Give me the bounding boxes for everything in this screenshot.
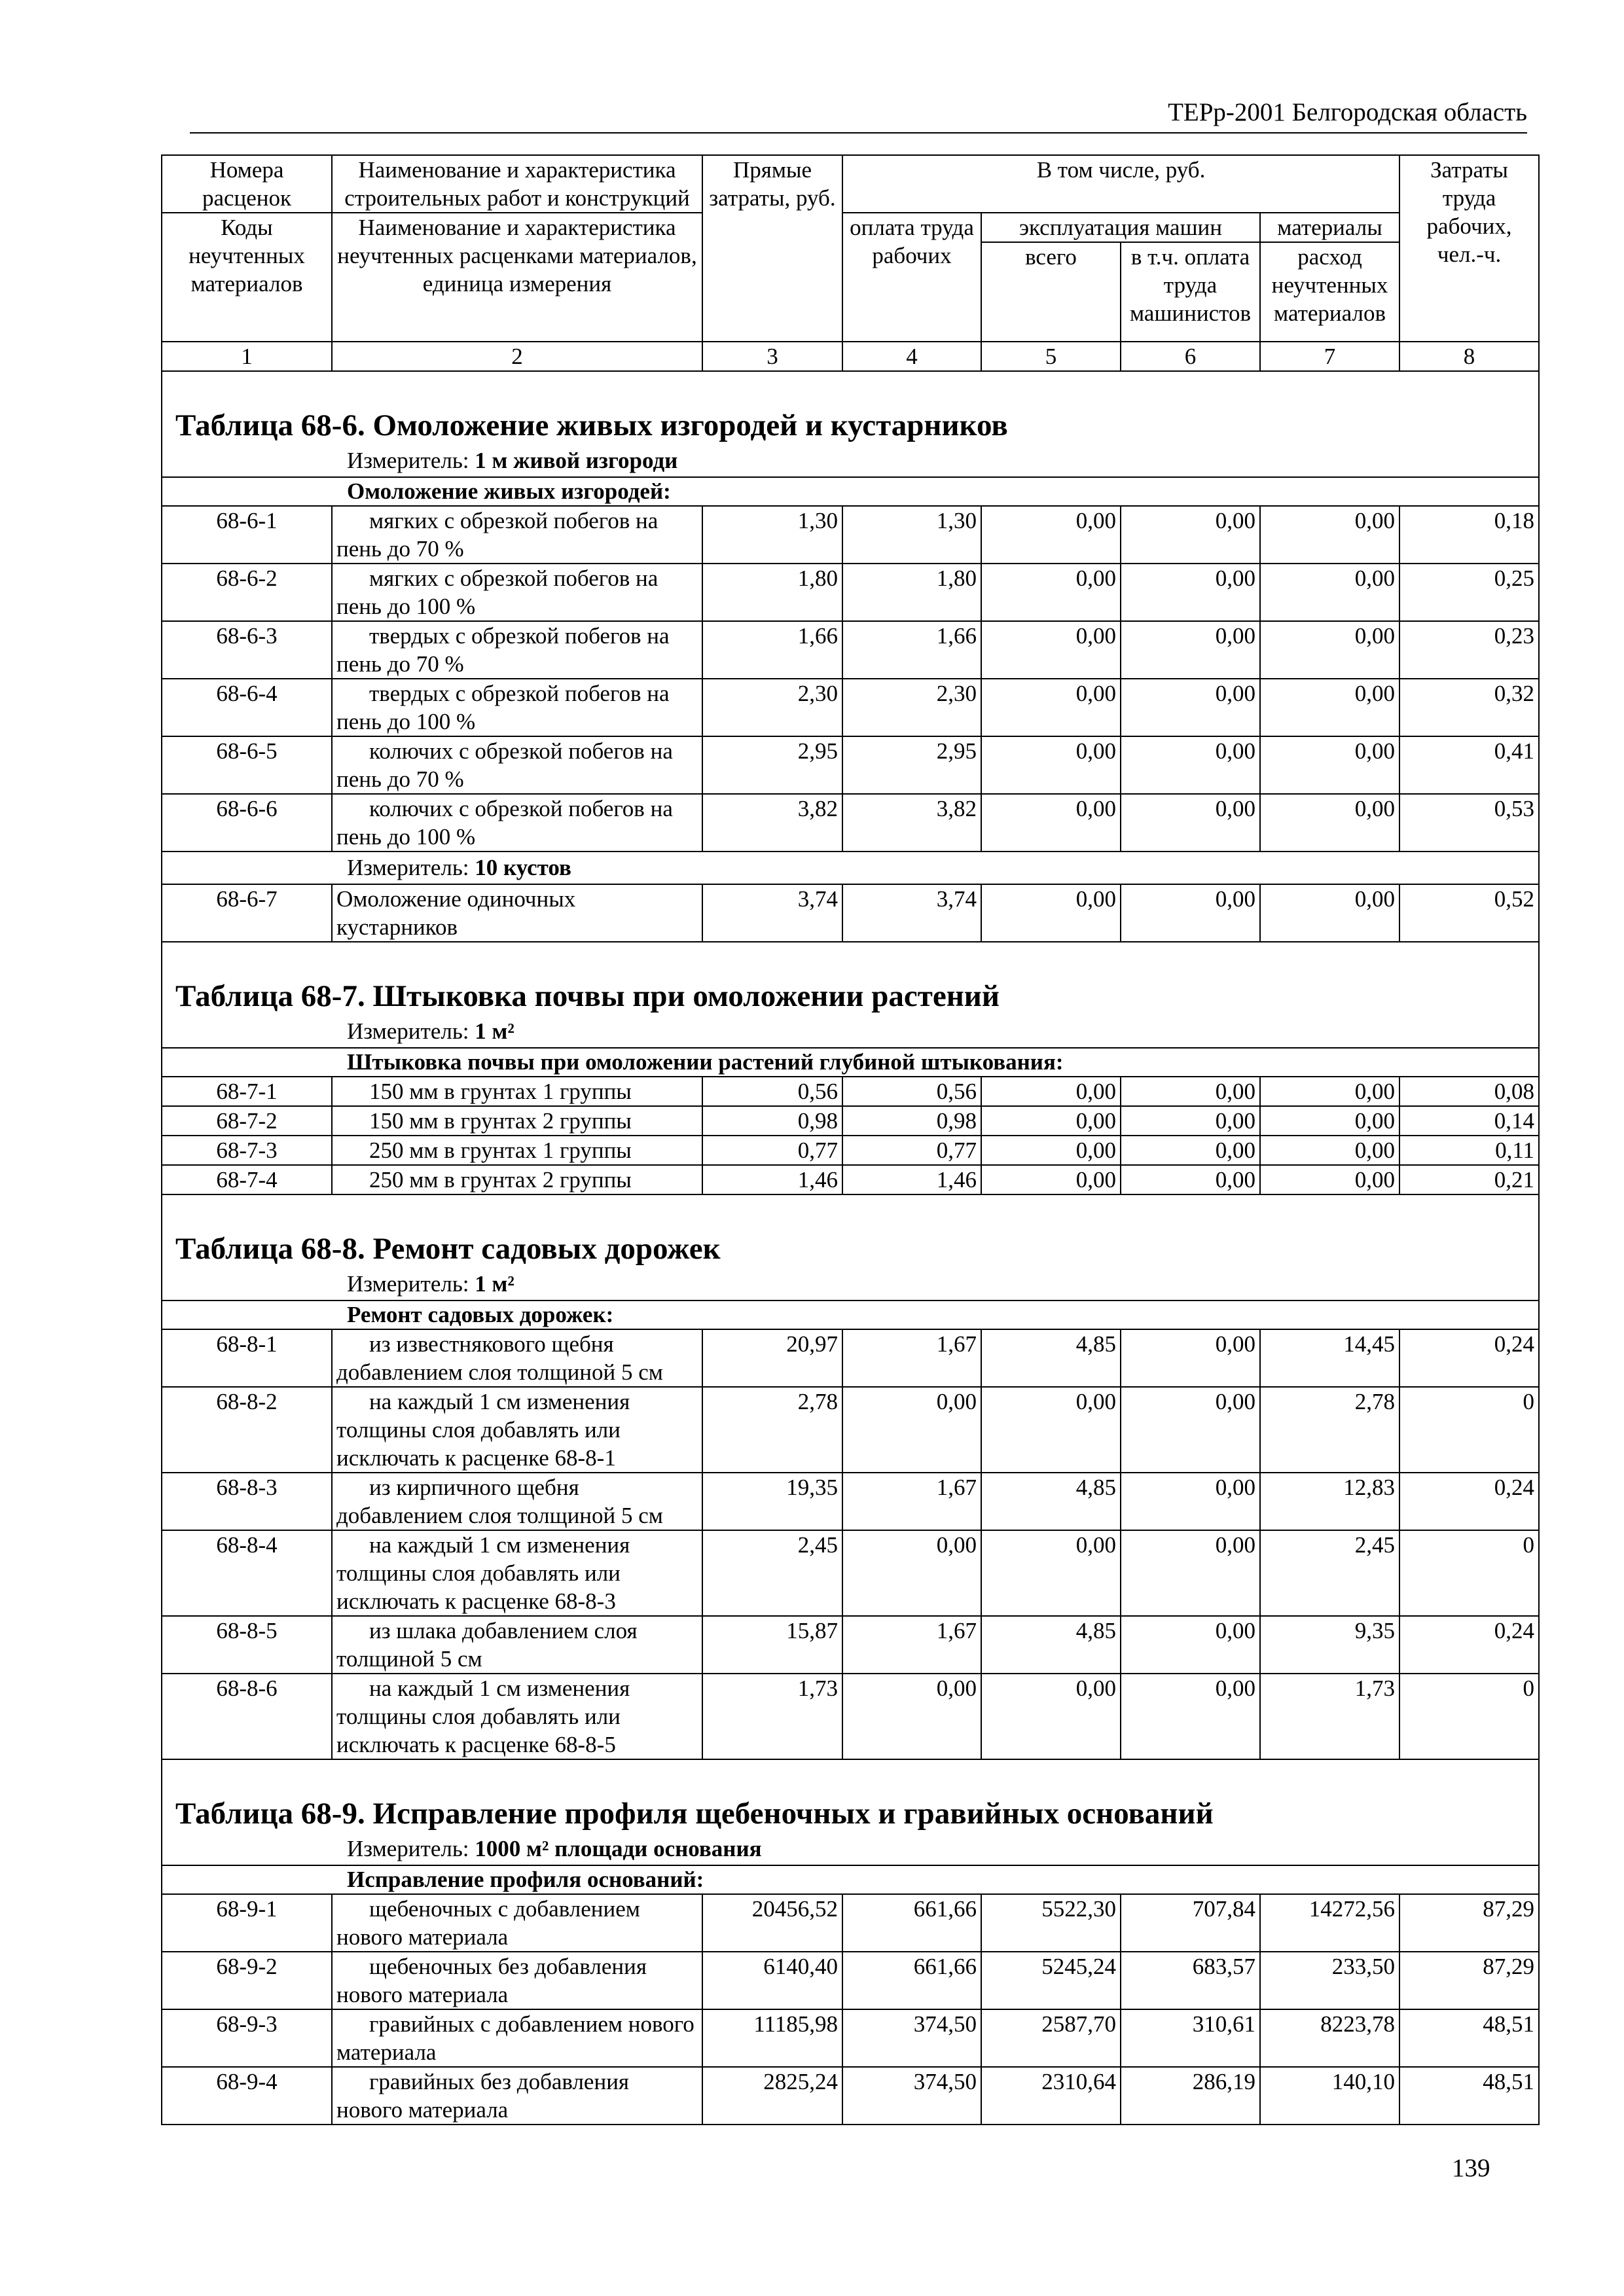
rate-value: 14272,56: [1260, 1894, 1399, 1952]
rate-value: 0,00: [1121, 679, 1260, 736]
section-title: Исправление профиля оснований:: [162, 1865, 1539, 1894]
table-row: [162, 1616, 1539, 1674]
rate-description-cell: [332, 1473, 702, 1530]
measure-value: 1000 м² площади основания: [475, 1836, 762, 1861]
page-header-title: ТЕРр-2001 Белгородская область: [1168, 98, 1527, 126]
rate-value: 0,00: [1121, 1674, 1260, 1759]
rate-value: 0,00: [1121, 1530, 1260, 1616]
table-row: [162, 884, 1539, 942]
header-col5: всего: [981, 242, 1121, 342]
table-title-cell: [162, 1194, 1539, 1268]
rate-value: 0,00: [981, 1674, 1121, 1759]
rate-value: 0,56: [702, 1077, 842, 1106]
table-row: [162, 1165, 1539, 1194]
rate-description-cell: [332, 1616, 702, 1674]
rate-value: 1,73: [702, 1674, 842, 1759]
table-row: [162, 1329, 1539, 1387]
rate-value: 0,00: [1121, 1165, 1260, 1194]
table-title-row: [162, 1194, 1539, 1268]
rate-value: 0,00: [981, 1106, 1121, 1136]
table-row: [162, 736, 1539, 794]
measure-cell: [162, 1833, 1539, 1865]
rate-value: 0,00: [981, 564, 1121, 621]
rate-description: 150 мм в грунтах 2 группы: [369, 1108, 632, 1134]
rate-value: 4,85: [981, 1473, 1121, 1530]
measure-label: Измеритель:: [347, 1018, 469, 1044]
table-title: Таблица 68-7. Штыковка почвы при омоложении растений: [175, 979, 1000, 1013]
rate-value: 5522,30: [981, 1894, 1121, 1952]
table-title-cell: [162, 942, 1539, 1016]
rate-code: 68-8-6: [162, 1674, 332, 1759]
table-row: [162, 1894, 1539, 1952]
measure-row: [162, 1268, 1539, 1300]
measure-label: Измеритель:: [347, 448, 469, 473]
rate-description: гравийных с добавлением нового материала: [336, 2011, 695, 2065]
rate-value: 1,80: [842, 564, 981, 621]
rate-description-cell: [332, 2067, 702, 2125]
rate-value: 0: [1399, 1674, 1539, 1759]
rate-value: 0,00: [981, 621, 1121, 679]
rate-value: 12,83: [1260, 1473, 1399, 1530]
rate-value: 1,46: [842, 1165, 981, 1194]
rate-value: 0,98: [842, 1106, 981, 1136]
rate-value: 20,97: [702, 1329, 842, 1387]
rate-code: 68-6-4: [162, 679, 332, 736]
table-title-row: [162, 942, 1539, 1016]
rate-value: 0,00: [981, 1387, 1121, 1473]
rate-description: гравийных без добавления нового материала: [336, 2069, 630, 2123]
rate-value: 0,00: [1121, 1329, 1260, 1387]
rate-value: 0,53: [1399, 794, 1539, 852]
rate-value: 310,61: [1121, 2009, 1260, 2067]
rate-value: 0,00: [1121, 736, 1260, 794]
rate-value: 2,30: [702, 679, 842, 736]
rate-description-cell: [332, 1952, 702, 2009]
rate-value: 0,00: [1260, 736, 1399, 794]
rate-description: щебеночных с добавлением нового материала: [336, 1896, 640, 1950]
rate-value: 0,24: [1399, 1473, 1539, 1530]
rate-value: 0,52: [1399, 884, 1539, 942]
rate-value: 0,24: [1399, 1616, 1539, 1674]
measure-value: 1 м живой изгороди: [475, 448, 678, 473]
rate-value: 1,30: [702, 506, 842, 564]
rate-description: 250 мм в грунтах 2 группы: [369, 1167, 632, 1193]
rate-value: 0,00: [981, 1077, 1121, 1106]
rate-value: 0,00: [1260, 1106, 1399, 1136]
rate-description: из шлака добавлением слоя толщиной 5 см: [336, 1618, 638, 1672]
rate-value: 0,25: [1399, 564, 1539, 621]
rate-description-cell: [332, 736, 702, 794]
rate-code: 68-9-4: [162, 2067, 332, 2125]
header-col2-top: Наименование и характеристика строительных работ и конструкций: [332, 155, 702, 213]
header-incl: В том числе, руб.: [842, 155, 1399, 213]
rate-value: 0,21: [1399, 1165, 1539, 1194]
rate-value: 0,24: [1399, 1329, 1539, 1387]
rate-value: 11185,98: [702, 2009, 842, 2067]
rate-code: 68-7-1: [162, 1077, 332, 1106]
measure-value: 1 м²: [475, 1271, 514, 1297]
page-number: 139: [1452, 2154, 1490, 2182]
rate-value: 0,00: [981, 1530, 1121, 1616]
rate-value: 0,00: [981, 1165, 1121, 1194]
rate-value: 20456,52: [702, 1894, 842, 1952]
measure-cell: [162, 445, 1539, 477]
column-number: 2: [332, 342, 702, 371]
rate-value: 1,30: [842, 506, 981, 564]
table-row: [162, 506, 1539, 564]
rate-code: 68-7-2: [162, 1106, 332, 1136]
rate-description: на каждый 1 см изменения толщины слоя добавлять или исключать к расценке 68-8-5: [336, 1676, 630, 1757]
header-col7: расход неучтенных материалов: [1260, 242, 1399, 342]
rate-value: 3,74: [702, 884, 842, 942]
rate-value: 48,51: [1399, 2009, 1539, 2067]
table-row: [162, 679, 1539, 736]
rate-value: 2,95: [702, 736, 842, 794]
rate-value: 0,00: [1260, 1136, 1399, 1165]
header-row-1: [162, 155, 1539, 213]
measure-label: Измеритель:: [347, 1836, 469, 1861]
rate-code: 68-7-4: [162, 1165, 332, 1194]
rate-code: 68-6-2: [162, 564, 332, 621]
rate-value: 14,45: [1260, 1329, 1399, 1387]
rate-value: 0,00: [1121, 1136, 1260, 1165]
rate-value: 0,00: [981, 506, 1121, 564]
rate-value: 4,85: [981, 1616, 1121, 1674]
rate-value: 2825,24: [702, 2067, 842, 2125]
page-header: [190, 92, 1527, 134]
rate-value: 661,66: [842, 1952, 981, 2009]
rate-value: 3,82: [702, 794, 842, 852]
rate-description: 250 мм в грунтах 1 группы: [369, 1138, 632, 1163]
table-title-row: [162, 371, 1539, 445]
rate-value: 2,45: [1260, 1530, 1399, 1616]
table-row: [162, 1530, 1539, 1616]
rate-value: 0,00: [842, 1530, 981, 1616]
table-row: [162, 564, 1539, 621]
rate-value: 0,00: [1121, 884, 1260, 942]
rate-value: 0,00: [981, 884, 1121, 942]
measure-cell: [162, 852, 1539, 884]
rate-description: на каждый 1 см изменения толщины слоя добавлять или исключать к расценке 68-8-3: [336, 1532, 630, 1614]
measure-value: 1 м²: [475, 1018, 514, 1044]
rate-description-cell: [332, 1674, 702, 1759]
rate-value: 0,00: [1260, 621, 1399, 679]
rate-code: 68-8-2: [162, 1387, 332, 1473]
rate-value: 2,30: [842, 679, 981, 736]
rate-description-cell: [332, 1894, 702, 1952]
rate-code: 68-9-2: [162, 1952, 332, 2009]
rate-value: 0,00: [1260, 506, 1399, 564]
rate-value: 6140,40: [702, 1952, 842, 2009]
rate-value: 0,77: [842, 1136, 981, 1165]
column-number: 1: [162, 342, 332, 371]
table-title: Таблица 68-6. Омоложение живых изгородей и кустарников: [175, 408, 1008, 442]
rate-code: 68-6-6: [162, 794, 332, 852]
rate-description: из кирпичного щебня добавлением слоя толщиной 5 см: [336, 1475, 663, 1528]
rate-value: 3,74: [842, 884, 981, 942]
rate-value: 0,00: [1121, 506, 1260, 564]
table-title-cell: [162, 1759, 1539, 1833]
rate-value: 0,00: [1260, 1077, 1399, 1106]
rate-value: 0,32: [1399, 679, 1539, 736]
rate-value: 1,66: [842, 621, 981, 679]
rate-value: 374,50: [842, 2067, 981, 2125]
rate-value: 0,56: [842, 1077, 981, 1106]
rate-value: 0,41: [1399, 736, 1539, 794]
rate-value: 1,67: [842, 1473, 981, 1530]
rate-description-cell: [332, 794, 702, 852]
table-title: Таблица 68-9. Исправление профиля щебеночных и гравийных оснований: [175, 1797, 1214, 1831]
rate-value: 0,00: [981, 736, 1121, 794]
rate-value: 707,84: [1121, 1894, 1260, 1952]
rate-description-cell: [332, 1530, 702, 1616]
rate-value: 2,95: [842, 736, 981, 794]
rate-description-cell: [332, 1165, 702, 1194]
table-row: [162, 1387, 1539, 1473]
rate-description: Омоложение одиночных кустарников: [336, 886, 576, 940]
rate-value: 2,78: [702, 1387, 842, 1473]
rate-value: 0,00: [1121, 1106, 1260, 1136]
rate-description-cell: [332, 506, 702, 564]
rate-value: 1,46: [702, 1165, 842, 1194]
rate-description-cell: [332, 2009, 702, 2067]
header-col1-bottom: Коды неучтенных материалов: [162, 213, 332, 342]
table-row: [162, 1136, 1539, 1165]
rate-value: 0,11: [1399, 1136, 1539, 1165]
column-number: 6: [1121, 342, 1260, 371]
column-number: 4: [842, 342, 981, 371]
header-machines: эксплуатация машин: [981, 213, 1260, 242]
rate-description: мягких с обрезкой побегов на пень до 100 %: [336, 565, 659, 619]
rate-value: 0,00: [1121, 794, 1260, 852]
section-title-row: [162, 1300, 1539, 1329]
measure-row: [162, 852, 1539, 884]
rate-value: 0,00: [1121, 1473, 1260, 1530]
rate-value: 48,51: [1399, 2067, 1539, 2125]
rate-value: 0,00: [1121, 1077, 1260, 1106]
rate-value: 0,00: [1260, 794, 1399, 852]
header-row-2: [162, 213, 1539, 242]
rate-code: 68-6-3: [162, 621, 332, 679]
rate-value: 0,00: [1260, 564, 1399, 621]
section-title-row: [162, 1865, 1539, 1894]
rate-value: 0,18: [1399, 506, 1539, 564]
table-row: [162, 1106, 1539, 1136]
rate-value: 19,35: [702, 1473, 842, 1530]
measure-label: Измеритель:: [347, 1271, 469, 1297]
header-col1-top: Номера расценок: [162, 155, 332, 213]
table-title-cell: [162, 371, 1539, 445]
rate-description-cell: [332, 1136, 702, 1165]
rate-value: 3,82: [842, 794, 981, 852]
section-title-row: [162, 477, 1539, 506]
rate-description-cell: [332, 1387, 702, 1473]
measure-row: [162, 1833, 1539, 1865]
rate-value: 5245,24: [981, 1952, 1121, 2009]
table-title-row: [162, 1759, 1539, 1833]
rate-value: 1,67: [842, 1329, 981, 1387]
rate-value: 374,50: [842, 2009, 981, 2067]
section-title-row: [162, 1048, 1539, 1077]
rate-value: 0,00: [842, 1674, 981, 1759]
table-row: [162, 2067, 1539, 2125]
table-title: Таблица 68-8. Ремонт садовых дорожек: [175, 1232, 721, 1266]
rate-value: 87,29: [1399, 1894, 1539, 1952]
rate-value: 0,77: [702, 1136, 842, 1165]
rate-value: 683,57: [1121, 1952, 1260, 2009]
measure-value: 10 кустов: [475, 855, 571, 880]
rates-table: [161, 154, 1540, 2125]
rate-description-cell: [332, 621, 702, 679]
rate-description: из известнякового щебня добавлением слоя толщиной 5 см: [336, 1331, 663, 1385]
rate-description: на каждый 1 см изменения толщины слоя добавлять или исключать к расценке 68-8-1: [336, 1389, 630, 1471]
rate-code: 68-9-3: [162, 2009, 332, 2067]
table-row: [162, 794, 1539, 852]
rate-code: 68-8-3: [162, 1473, 332, 1530]
header-col8: Затраты труда рабочих, чел.-ч.: [1399, 155, 1539, 342]
rate-value: 140,10: [1260, 2067, 1399, 2125]
table-row: [162, 2009, 1539, 2067]
rate-code: 68-6-5: [162, 736, 332, 794]
rate-description-cell: [332, 564, 702, 621]
rate-code: 68-9-1: [162, 1894, 332, 1952]
rate-value: 0: [1399, 1387, 1539, 1473]
measure-row: [162, 445, 1539, 477]
table-row: [162, 621, 1539, 679]
header-materials: материалы: [1260, 213, 1399, 242]
rate-description-cell: [332, 884, 702, 942]
rate-code: 68-6-7: [162, 884, 332, 942]
column-number: 8: [1399, 342, 1539, 371]
rate-description: мягких с обрезкой побегов на пень до 70 %: [336, 508, 659, 562]
rate-code: 68-8-4: [162, 1530, 332, 1616]
rate-description-cell: [332, 1077, 702, 1106]
rate-value: 0,00: [1121, 621, 1260, 679]
column-number: 7: [1260, 342, 1399, 371]
header-col3: Прямые затраты, руб.: [702, 155, 842, 342]
table-row: [162, 1077, 1539, 1106]
rate-value: 0,98: [702, 1106, 842, 1136]
table-row: [162, 1674, 1539, 1759]
rate-value: 2,78: [1260, 1387, 1399, 1473]
rate-value: 286,19: [1121, 2067, 1260, 2125]
rate-value: 233,50: [1260, 1952, 1399, 2009]
rate-value: 9,35: [1260, 1616, 1399, 1674]
rate-value: 0,00: [1121, 1387, 1260, 1473]
rate-description: колючих с обрезкой побегов на пень до 100 %: [336, 796, 673, 850]
rate-value: 15,87: [702, 1616, 842, 1674]
rate-value: 0,00: [1260, 884, 1399, 942]
rate-value: 1,73: [1260, 1674, 1399, 1759]
rate-value: 0,00: [981, 794, 1121, 852]
rate-description-cell: [332, 679, 702, 736]
rate-description: щебеночных без добавления нового материала: [336, 1954, 647, 2007]
rate-value: 0,00: [842, 1387, 981, 1473]
table-row: [162, 1952, 1539, 2009]
table-row: [162, 1473, 1539, 1530]
section-title: Штыковка почвы при омоложении растений глубиной штыкования:: [162, 1048, 1539, 1077]
rate-value: 4,85: [981, 1329, 1121, 1387]
rate-value: 0,00: [1121, 564, 1260, 621]
column-number-row: [162, 342, 1539, 371]
rate-value: 87,29: [1399, 1952, 1539, 2009]
rate-description: колючих с обрезкой побегов на пень до 70 %: [336, 738, 673, 792]
rate-code: 68-6-1: [162, 506, 332, 564]
section-title: Омоложение живых изгородей:: [162, 477, 1539, 506]
rate-value: 0,00: [1260, 1165, 1399, 1194]
rate-description: твердых с обрезкой побегов на пень до 100 %: [336, 681, 670, 734]
rate-value: 2587,70: [981, 2009, 1121, 2067]
rate-value: 0,00: [981, 1136, 1121, 1165]
rate-code: 68-8-5: [162, 1616, 332, 1674]
rate-value: 0,08: [1399, 1077, 1539, 1106]
rate-description: твердых с обрезкой побегов на пень до 70 %: [336, 623, 670, 677]
measure-cell: [162, 1268, 1539, 1300]
rate-description: 150 мм в грунтах 1 группы: [369, 1079, 632, 1104]
column-number: 5: [981, 342, 1121, 371]
header-col2-bottom: Наименование и характеристика неучтенных расценками материалов, единица измерения: [332, 213, 702, 342]
rate-value: 1,66: [702, 621, 842, 679]
rate-value: 661,66: [842, 1894, 981, 1952]
measure-row: [162, 1016, 1539, 1048]
rate-description-cell: [332, 1329, 702, 1387]
rate-value: 1,80: [702, 564, 842, 621]
rate-value: 8223,78: [1260, 2009, 1399, 2067]
rate-value: 0: [1399, 1530, 1539, 1616]
rate-description-cell: [332, 1106, 702, 1136]
header-col6: в т.ч. оплата труда машинистов: [1121, 242, 1260, 342]
column-number: 3: [702, 342, 842, 371]
rate-code: 68-8-1: [162, 1329, 332, 1387]
rate-value: 2,45: [702, 1530, 842, 1616]
measure-cell: [162, 1016, 1539, 1048]
rate-value: 2310,64: [981, 2067, 1121, 2125]
section-title: Ремонт садовых дорожек:: [162, 1300, 1539, 1329]
rate-value: 0,00: [1260, 679, 1399, 736]
header-col4: оплата труда рабочих: [842, 213, 981, 342]
measure-label: Измеритель:: [347, 855, 469, 880]
rate-value: 1,67: [842, 1616, 981, 1674]
rate-value: 0,14: [1399, 1106, 1539, 1136]
rate-value: 0,00: [981, 679, 1121, 736]
rate-code: 68-7-3: [162, 1136, 332, 1165]
rate-value: 0,23: [1399, 621, 1539, 679]
rate-value: 0,00: [1121, 1616, 1260, 1674]
